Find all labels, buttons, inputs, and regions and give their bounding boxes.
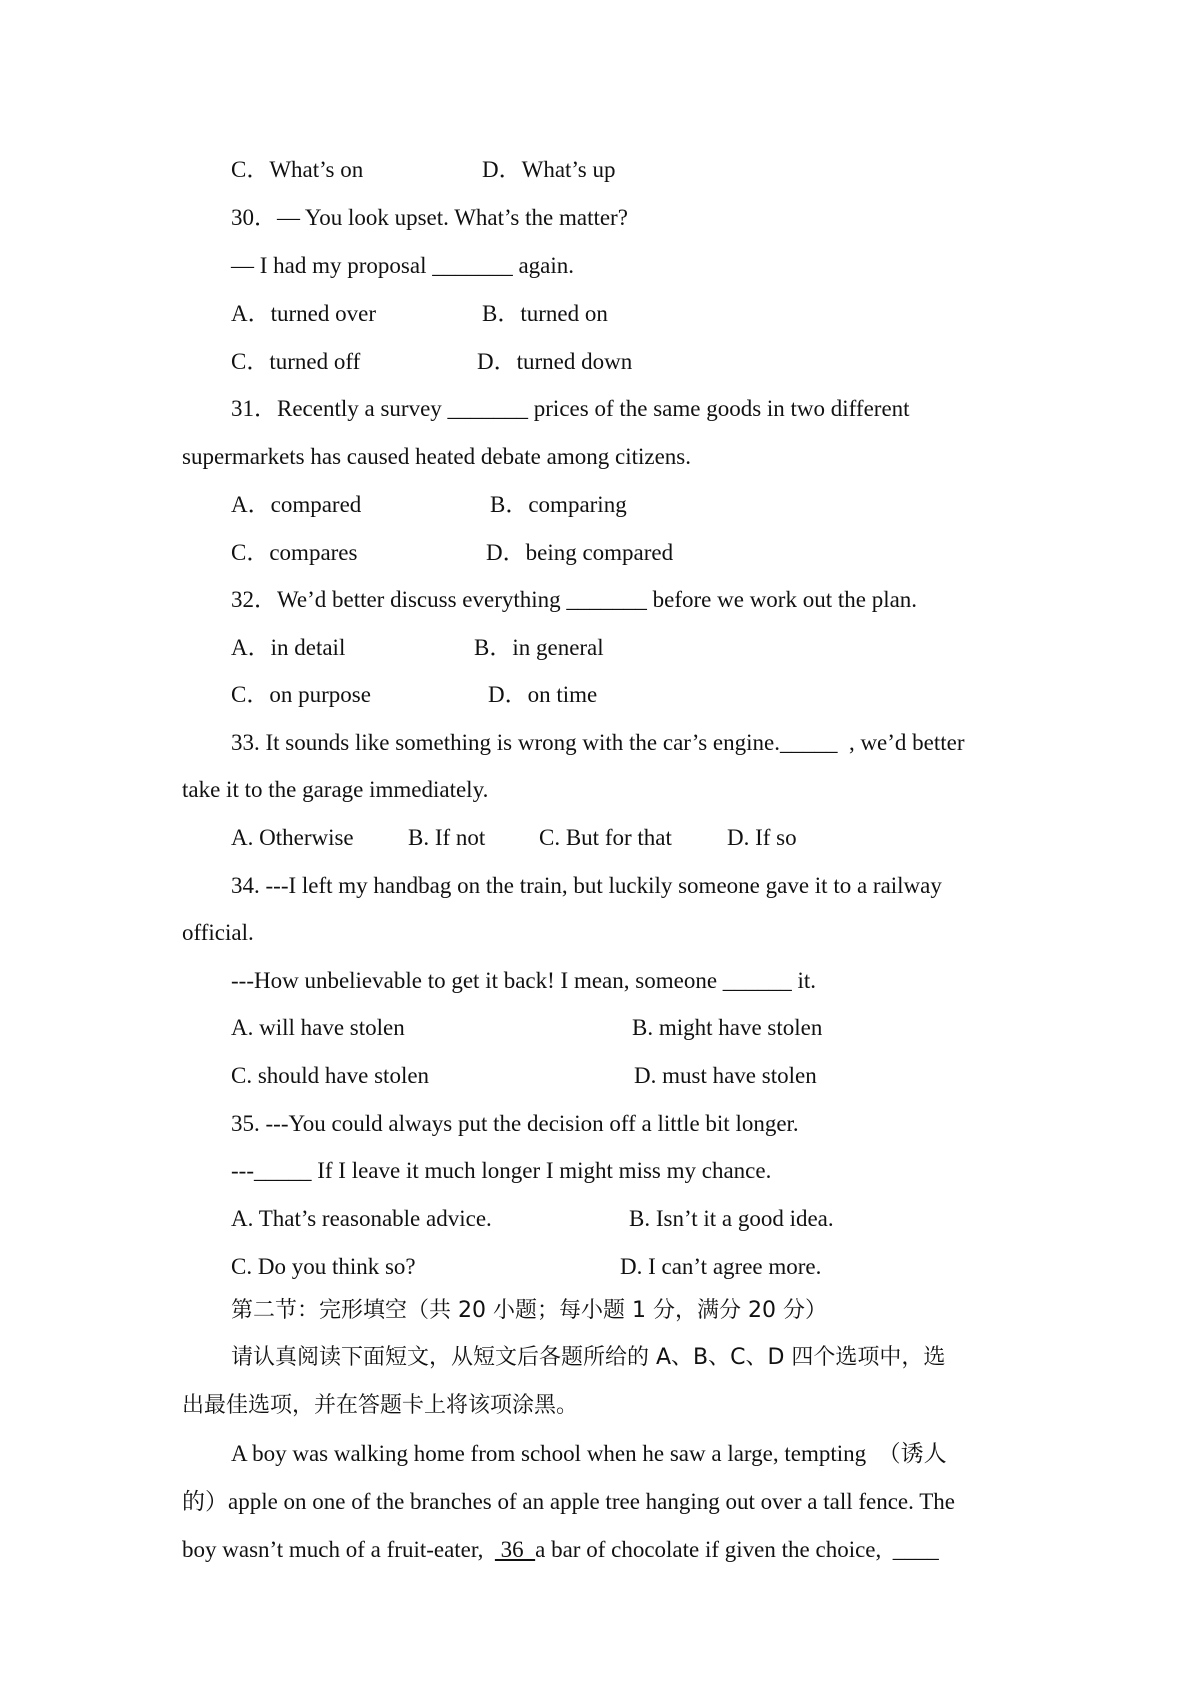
q35-option-c: C. Do you think so?	[231, 1254, 416, 1279]
q33-option-d: D. If so	[727, 825, 797, 850]
passage-line-1: A boy was walking home from school when he saw a large, tempting （诱人	[231, 1441, 947, 1466]
q34-option-d: D. must have stolen	[634, 1063, 817, 1088]
section-instructions-line2: 出最佳选项，并在答题卡上将该项涂黑。	[182, 1393, 579, 1418]
q31-stem-continued: supermarkets has caused heated debate among citizens.	[182, 444, 691, 469]
q35-reply: ---_____ If I leave it much longer I might miss my chance.	[231, 1158, 772, 1183]
passage-line-3-middle: a bar of chocolate if given the choice,	[535, 1537, 893, 1562]
q30-reply: — I had my proposal _______ again.	[231, 253, 575, 278]
q35-option-a: A. That’s reasonable advice.	[231, 1206, 492, 1231]
q33-option-c: C. But for that	[539, 825, 672, 850]
q32-stem: 32．We’d better discuss everything _______ before we work out the plan.	[231, 587, 918, 612]
q32-option-c: C．on purpose	[231, 682, 371, 707]
q30-option-a: A．turned over	[231, 301, 376, 326]
q33-stem: 33. It sounds like something is wrong with the car’s engine._____ , we’d better	[231, 730, 965, 755]
q32-option-d: D．on time	[488, 682, 598, 707]
q33-option-a: A. Otherwise	[231, 825, 354, 850]
q33-stem-continued: take it to the garage immediately.	[182, 777, 489, 802]
q29-option-c: C．What’s on	[231, 157, 364, 182]
q30-stem: 30．— You look upset. What’s the matter?	[231, 205, 628, 230]
q30-option-d: D．turned down	[477, 349, 633, 374]
q34-option-c: C. should have stolen	[231, 1063, 430, 1088]
q34-stem: 34. ---I left my handbag on the train, but luckily someone gave it to a railway	[231, 873, 942, 898]
q34-option-a: A. will have stolen	[231, 1015, 405, 1040]
section-heading: 第二节：完形填空（共 20 小题；每小题 1 分，满分 20 分）	[231, 1298, 827, 1323]
q35-stem: 35. ---You could always put the decision off a little bit longer.	[231, 1111, 799, 1136]
q31-option-d: D．being compared	[486, 540, 674, 565]
q32-option-b: B．in general	[474, 635, 604, 660]
passage-line-3-start: boy wasn’t much of a fruit-eater,	[182, 1537, 495, 1562]
blank-36: 36	[494, 1537, 536, 1562]
passage-line-2: 的）apple on one of the branches of an apple tree hanging out over a tall fence. The	[182, 1489, 955, 1514]
q31-option-a: A．compared	[231, 492, 362, 517]
q29-option-d: D．What’s up	[482, 157, 616, 182]
passage-line-3	[182, 1535, 939, 1565]
q35-option-b: B. Isn’t it a good idea.	[629, 1206, 834, 1231]
section-instructions-line1: 请认真阅读下面短文，从短文后各题所给的 A、B、C、D 四个选项中，选	[231, 1345, 946, 1370]
q31-stem: 31．Recently a survey _______ prices of the same goods in two different	[231, 396, 910, 421]
blank-37: ____	[892, 1537, 939, 1562]
q34-option-b: B. might have stolen	[632, 1015, 823, 1040]
q30-option-b: B．turned on	[482, 301, 608, 326]
q32-option-a: A．in detail	[231, 635, 346, 660]
q34-reply: ---How unbelievable to get it back! I mean, someone ______ it.	[231, 968, 817, 993]
q31-option-b: B．comparing	[490, 492, 627, 517]
q34-stem-continued: official.	[182, 920, 254, 945]
q31-option-c: C．compares	[231, 540, 358, 565]
q30-option-c: C．turned off	[231, 349, 361, 374]
q33-option-b: B. If not	[408, 825, 486, 850]
q35-option-d: D. I can’t agree more.	[620, 1254, 822, 1279]
